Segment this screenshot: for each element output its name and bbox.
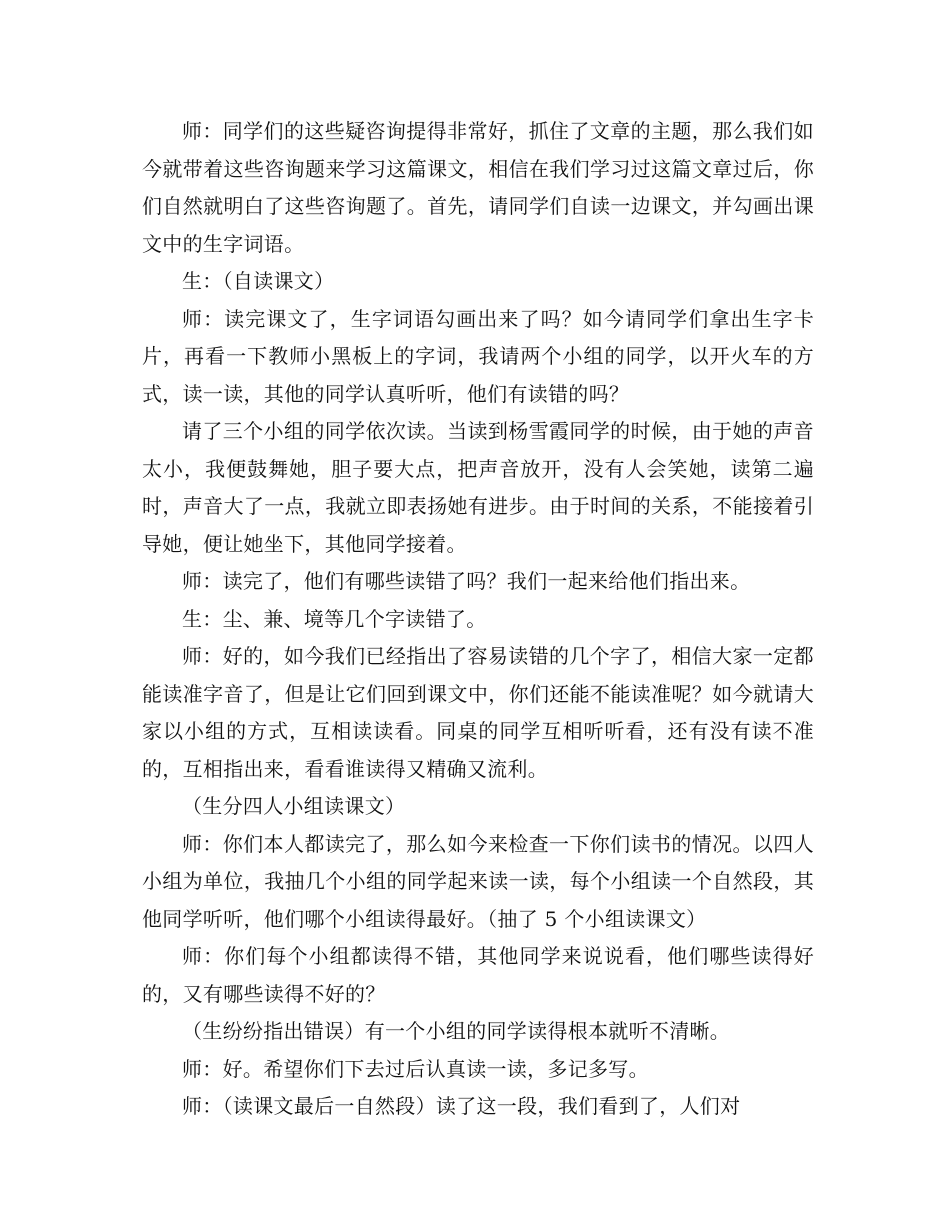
paragraph: 生：（自读课文） — [182, 269, 335, 293]
paragraph: 师：你们每个小组都读得不错，其他同学来说说看，他们哪些读得好的，又有哪些读得不好的？ — [142, 944, 814, 1006]
paragraph: 师：（读课文最后一自然段）读了这一段，我们看到了，人们对 — [182, 1094, 741, 1118]
paragraph: 请了三个小组的同学依次读。当读到杨雪霞同学的时候，由于她的声音太小，我便鼓舞她，胆子要大点，把声音放开，没有人会笑她，读第二遍时，声音大了一点，我就立即表扬她有进步。由于时间的关系，不能接着引导她，便让她坐下，其他同学接着。 — [142, 419, 814, 556]
paragraph: 生：尘、兼、境等几个字读错了。 — [182, 606, 487, 631]
paragraph: 师：读完课文了，生字词语勾画出来了吗？如今请同学们拿出生字卡片，再看一下教师小黑板上的字词，我请两个小组的同学，以开火车的方式，读一读，其他的同学认真听听，他们有读错的吗？ — [142, 306, 814, 406]
document-body — [142, 113, 814, 1126]
paragraph: 师：你们本人都读完了，那么如今来检查一下你们读书的情况。以四人小组为单位，我抽几个小组的同学起来读一读，每个小组读一个自然段，其他同学听听，他们哪个小组读得最好。（抽了 5 个小组读课文） — [142, 831, 814, 931]
paragraph: 师：好。希望你们下去过后认真读一读，多记多写。 — [182, 1056, 649, 1081]
paragraph: （生纷纷指出错误）有一个小组的同学读得根本就听不清晰。 — [182, 1019, 731, 1043]
paragraph: （生分四人小组读课文） — [182, 794, 406, 818]
paragraph: 师：好的，如今我们已经指出了容易读错的几个字了，相信大家一定都能读准字音了，但是让它们回到课文中，你们还能不能读准呢？如今就请大家以小组的方式，互相读读看。同桌的同学互相听听看，还有没有读不准的，互相指出来，看看谁读得又精确又流利。 — [142, 644, 814, 781]
paragraph: 师：读完了，他们有哪些读错了吗？我们一起来给他们指出来。 — [182, 569, 751, 593]
paragraph: 师：同学们的这些疑咨询提得非常好，抓住了文章的主题，那么我们如今就带着这些咨询题来学习这篇课文，相信在我们学习过这篇文章过后，你们自然就明白了这些咨询题了。首先，请同学们自读一边课文，并勾画出课文中的生字词语。 — [142, 119, 814, 256]
